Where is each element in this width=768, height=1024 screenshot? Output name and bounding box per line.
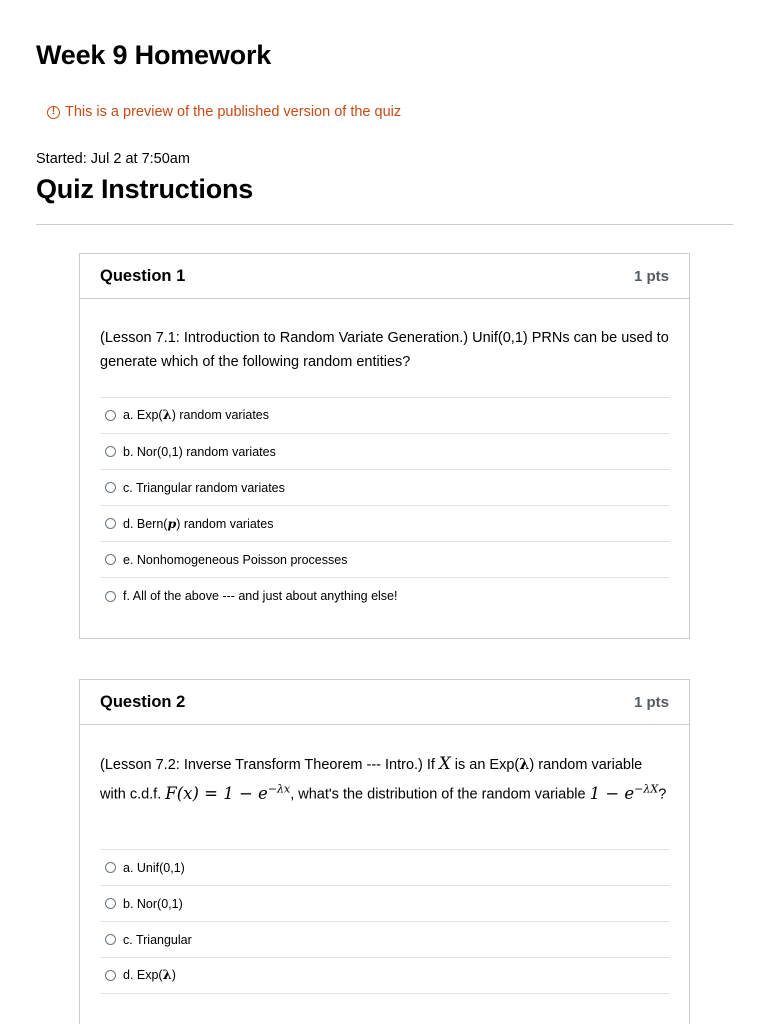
preview-notice-text: This is a preview of the published version of the quiz — [65, 104, 402, 120]
question-title: Question 2 — [100, 692, 186, 711]
answer-label: a. Unif(0,1) — [123, 860, 185, 875]
started-timestamp: Started: Jul 2 at 7:50am — [36, 151, 190, 167]
radio-button[interactable] — [105, 518, 116, 529]
divider — [36, 224, 733, 225]
question-header — [80, 680, 689, 725]
answer-label: c. Triangular — [123, 932, 192, 947]
question-1-card — [79, 253, 690, 639]
question-points: 1 pts — [633, 693, 669, 711]
answer-label: b. Nor(0,1) random variates — [123, 444, 276, 459]
page-title: Week 9 Homework — [36, 40, 272, 70]
answer-label: b. Nor(0,1) — [123, 896, 183, 911]
question-text: (Lesson 7.1: Introduction to Random Variate Generation.) Unif(0,1) PRNs can be used to generate which of the following random entities? — [100, 330, 669, 370]
math-cdf: $F(x) = 1 - e^{-\lambda x}$ — [165, 782, 291, 803]
answer-option-b[interactable] — [100, 434, 670, 470]
answer-option-d[interactable] — [100, 506, 670, 542]
radio-button[interactable] — [105, 591, 116, 602]
answer-list — [100, 849, 670, 994]
radio-button[interactable] — [105, 934, 116, 945]
radio-button[interactable] — [105, 410, 116, 421]
radio-button[interactable] — [105, 970, 116, 981]
answer-list — [100, 397, 670, 614]
question-2-card — [79, 679, 690, 1024]
radio-button[interactable] — [105, 898, 116, 909]
radio-button[interactable] — [105, 554, 116, 565]
answer-label: c. Triangular random variates — [123, 480, 285, 495]
question-title: Question 1 — [100, 266, 186, 285]
answer-option-b[interactable] — [100, 886, 670, 922]
math-random-variable: $1 - e^{-\lambda X}$ — [589, 782, 659, 803]
answer-option-e[interactable] — [100, 542, 670, 578]
answer-option-d[interactable] — [100, 958, 670, 994]
quiz-instructions-heading: Quiz Instructions — [36, 174, 254, 204]
alert-circle-icon: ! — [47, 106, 60, 119]
answer-label: d. Exp(λ) — [123, 968, 176, 983]
question-text: (Lesson 7.2: Inverse Transform Theorem --- Intro.) If X is an Exp(λ) random variable with c.d.f. $F(x) = 1 - e^{-\lambda x}$, what's the distribution of the random variable $1 - e^{-\lambda X}$? — [100, 754, 667, 803]
answer-option-a[interactable] — [100, 398, 670, 434]
answer-label: d. Bern(p) random variates — [123, 516, 274, 531]
preview-notice — [47, 104, 401, 120]
answer-label: a. Exp(λ) random variates — [123, 408, 269, 423]
answer-option-a[interactable] — [100, 850, 670, 886]
question-header — [80, 254, 689, 299]
radio-button[interactable] — [105, 862, 116, 873]
radio-button[interactable] — [105, 446, 116, 457]
math-variable: X — [439, 754, 451, 773]
answer-option-c[interactable] — [100, 922, 670, 958]
answer-option-f[interactable] — [100, 578, 670, 614]
radio-button[interactable] — [105, 482, 116, 493]
answer-label: f. All of the above --- and just about anything else! — [123, 589, 398, 603]
answer-option-c[interactable] — [100, 470, 670, 506]
question-points: 1 pts — [633, 267, 669, 285]
answer-label: e. Nonhomogeneous Poisson processes — [123, 552, 348, 567]
